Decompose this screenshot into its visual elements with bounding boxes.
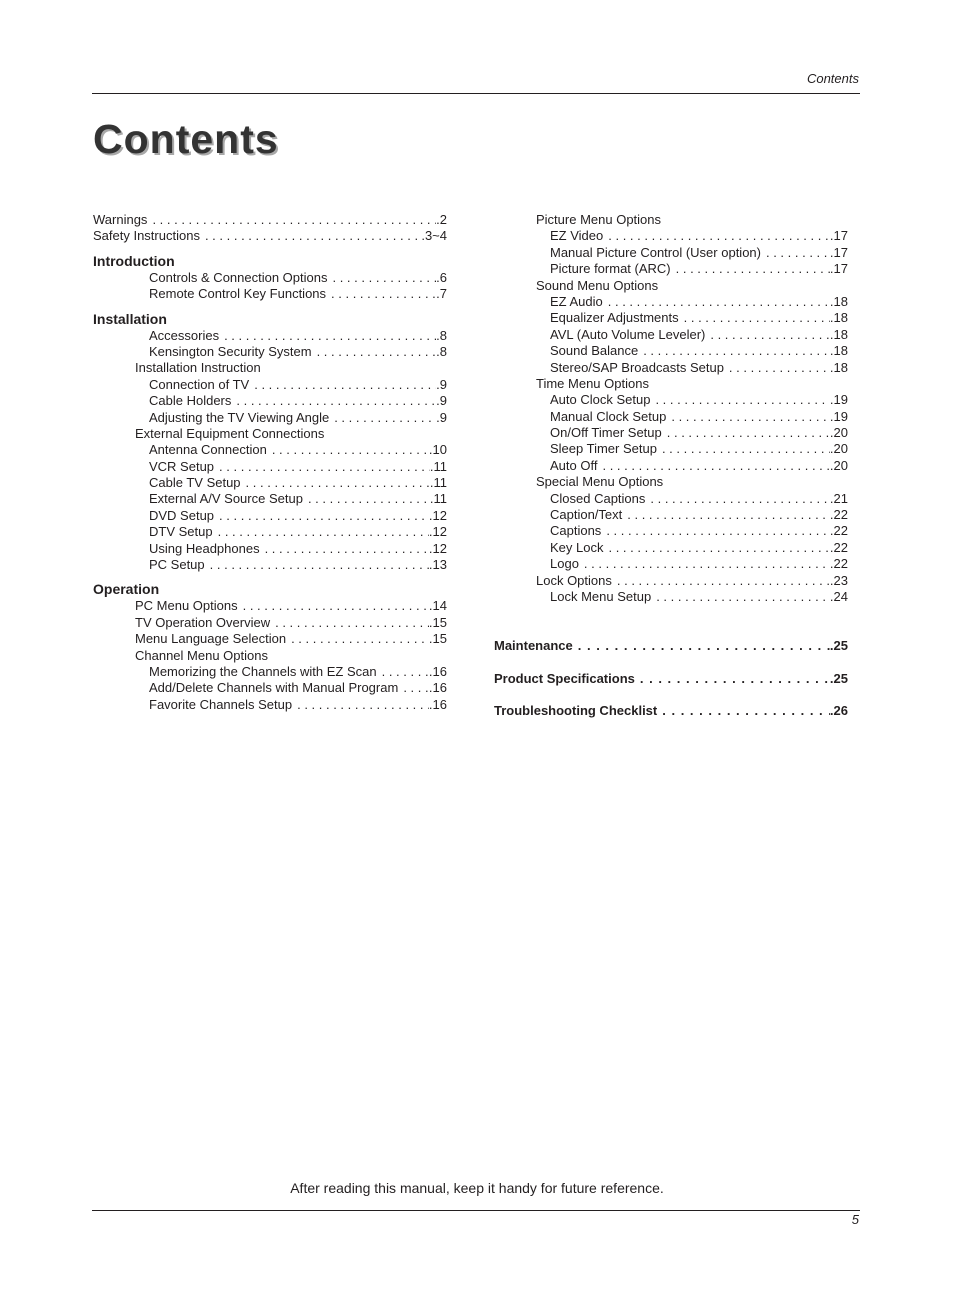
toc-entry-lock-options[interactable] [494,573,848,589]
dot-leader [331,286,436,302]
spacer [494,687,848,703]
toc-entry-equalizer[interactable] [494,310,848,326]
toc-entry-pc-setup[interactable] [93,557,447,573]
toc-entry-page: .9 [436,376,447,392]
dot-leader [710,327,830,343]
toc-entry-label: TV Operation Overview [135,614,271,630]
toc-entry-stereo-sap[interactable] [494,360,848,376]
dot-leader [617,573,830,589]
toc-entry-label: External A/V Source Setup [149,491,303,507]
toc-entry-closed-captions[interactable] [494,491,848,507]
dot-leader [602,458,829,474]
toc-entry-page: .11 [429,491,447,507]
toc-entry-label: Troubleshooting Checklist [494,703,658,719]
toc-entry-page: .8 [436,327,447,343]
toc-entry-page: .19 [829,408,848,424]
dot-leader [332,270,436,286]
toc-entry-page: .22 [829,556,848,572]
toc-entry-page: .9 [436,393,447,409]
toc-entry-ez-video[interactable] [494,228,848,244]
toc-entry-page: .9 [436,409,447,425]
toc-entry-page: .15 [428,631,447,647]
toc-entry-page: .10 [428,442,447,458]
dot-leader [308,491,430,507]
toc-entry-label: Warnings [93,212,148,227]
dot-leader [297,697,429,713]
toc-entry-page: .11 [429,475,447,491]
toc-entry-label: Connection of TV [149,376,250,392]
toc-entry-label: Equalizer Adjustments [550,310,679,326]
toc-entry-label: VCR Setup [149,458,215,474]
dot-leader [608,294,830,310]
toc-entry-label: Sound Balance [550,343,639,359]
toc-entry-label: On/Off Timer Setup [550,425,662,441]
dot-leader [205,228,421,244]
toc-subheading-channel-menu[interactable]: Channel Menu Options [135,647,268,663]
toc-entry-key-lock[interactable] [494,540,848,556]
dot-leader [382,664,429,680]
toc-entry-page: .18 [829,326,848,342]
toc-entry-label: Product Specifications [494,670,635,686]
toc-entry-label: Using Headphones [149,540,260,556]
toc-entry-page: .18 [829,310,848,326]
toc-entry-label: Auto Clock Setup [550,392,651,408]
toc-entry-label: Adjusting the TV Viewing Angle [149,409,330,425]
toc-entry-avl[interactable] [494,327,848,343]
toc-entry-safety-instructions[interactable] [93,228,447,244]
dot-leader [291,631,429,647]
toc-entry-page: .6 [436,269,447,285]
toc-entry-cable-holders[interactable] [93,393,447,409]
toc-entry-label: Cable Holders [149,393,232,409]
toc-entry-accessories[interactable] [93,328,447,344]
dot-leader [265,541,429,557]
toc-entry-label: Picture format (ARC) [550,261,671,277]
toc-entry-page: .22 [829,523,848,539]
toc-entry-warnings[interactable] [93,212,447,228]
toc-entry-page: .18 [829,343,848,359]
toc-entry-page: .25 [829,670,848,686]
toc-entry-dtv-setup[interactable] [93,524,447,540]
toc-entry-dvd-setup[interactable] [93,508,447,524]
dot-leader [210,557,429,573]
dot-leader [676,261,830,277]
toc-entry-page: .20 [829,457,848,473]
toc-entry-label: Kensington Security System [149,343,312,359]
toc-entry-sleep-timer[interactable] [494,441,848,457]
dot-leader [219,459,430,475]
dot-leader [317,344,437,360]
toc-entry-caption-text[interactable] [494,507,848,523]
toc-entry-label: PC Menu Options [135,598,238,614]
toc-entry-menu-language[interactable] [93,631,447,647]
toc-entry-maintenance[interactable] [494,638,848,654]
dot-leader [643,343,830,359]
dot-leader [662,441,830,457]
dot-leader [275,615,429,631]
toc-entry-label: Safety Instructions [93,228,200,244]
dot-leader [584,556,830,572]
footer-note: After reading this manual, keep it handy for future reference. [290,1180,664,1196]
toc-entry-connection-of-tv[interactable] [93,377,447,393]
toc-entry-antenna-connection[interactable] [93,442,447,458]
toc-entry-label: PC Setup [149,557,205,573]
toc-entry-page: .24 [829,588,848,604]
toc-subheading-sound-menu[interactable]: Sound Menu Options [536,277,659,293]
footer-rule [92,1210,860,1211]
dot-leader [640,671,830,687]
toc-entry-manual-clock[interactable] [494,409,848,425]
toc-entry-logo[interactable] [494,556,848,572]
toc-entry-page: .22 [829,539,848,555]
dot-leader [334,410,436,426]
toc-entry-page: .19 [829,392,848,408]
toc-entry-label: Memorizing the Channels with EZ Scan [149,663,377,679]
toc-entry-page: .7 [436,286,447,302]
toc-entry-page: .15 [428,614,447,630]
toc-entry-page: .14 [428,598,447,614]
toc-entry-page: .16 [428,680,447,696]
toc-entry-label: Manual Picture Control (User option) [550,244,761,260]
toc-subheading-external-equipment[interactable]: External Equipment Connections [135,425,325,441]
toc-subheading-installation-instruction[interactable]: Installation Instruction [135,360,261,376]
toc-entry-page: .23 [829,572,848,588]
toc-entry-page: .2 [436,212,447,227]
toc-entry-sound-balance[interactable] [494,343,848,359]
toc-entry-label: Cable TV Setup [149,475,241,491]
toc-entry-page: .16 [428,663,447,679]
dot-leader [272,442,429,458]
dot-leader [671,409,830,425]
toc-entry-label: Stereo/SAP Broadcasts Setup [550,359,724,375]
toc-entry-label: Sleep Timer Setup [550,441,657,457]
toc-entry-page: .3~4 [421,228,447,244]
toc-entry-label: Key Lock [550,539,604,555]
toc-entry-page: .22 [829,507,848,523]
toc-entry-page: .20 [829,425,848,441]
section-heading-introduction: Introduction [93,252,175,269]
dot-leader [224,328,436,344]
toc-entry-product-specifications[interactable] [494,671,848,687]
dot-leader [627,507,830,523]
dot-leader [729,360,830,376]
toc-entry-label: Lock Menu Setup [550,588,652,604]
toc-entry-page: .26 [829,703,848,719]
spacer [494,655,848,671]
toc-entry-page: .17 [829,261,848,277]
toc-entry-ez-scan[interactable] [93,664,447,680]
toc-entry-label: Antenna Connection [149,442,267,458]
toc-entry-label: Closed Captions [550,490,646,506]
dot-leader [656,589,830,605]
toc-subheading-time-menu[interactable]: Time Menu Options [536,375,649,391]
toc-right-column [494,212,848,720]
toc-entry-page: .25 [829,638,848,654]
page-title: Contents [93,116,279,162]
toc-entry-page: .20 [829,441,848,457]
page-number: 5 [851,1212,859,1227]
toc-entry-label: Auto Off [550,457,598,473]
toc-entry-label: Captions [550,523,602,539]
toc-entry-vcr-setup[interactable] [93,459,447,475]
toc-entry-page: .12 [428,540,447,556]
toc-entry-tv-operation-overview[interactable] [93,615,447,631]
toc-entry-label: Controls & Connection Options [149,269,328,285]
toc-entry-page: .13 [428,557,447,573]
toc-entry-label: Caption/Text [550,507,623,523]
toc-entry-favorite-channels[interactable] [93,697,447,713]
dot-leader [608,540,829,556]
toc-entry-external-av-source[interactable] [93,491,447,507]
toc-entry-ez-audio[interactable] [494,294,848,310]
toc-entry-using-headphones[interactable] [93,541,447,557]
toc-entry-label: DVD Setup [149,507,215,523]
toc-entry-pc-menu-options[interactable] [93,598,447,614]
toc-entry-label: Maintenance [494,638,573,654]
dot-leader [662,703,830,719]
toc-entry-picture-format[interactable] [494,261,848,277]
toc-entry-page: .12 [428,507,447,523]
dot-leader [684,310,830,326]
dot-leader [236,393,436,409]
toc-entry-page: .8 [436,343,447,359]
toc-entry-controls-connection[interactable] [93,270,447,286]
dot-leader [152,212,436,228]
toc-entry-manual-picture-control[interactable] [494,245,848,261]
toc-entry-label: Manual Clock Setup [550,408,667,424]
toc-entry-kensington[interactable] [93,344,447,360]
toc-entry-manual-program[interactable] [93,680,447,696]
toc-entry-captions[interactable] [494,523,848,539]
toc-entry-page: .17 [829,244,848,260]
toc-left-column [93,212,447,713]
dot-leader [655,392,829,408]
toc-entry-label: EZ Audio [550,293,603,309]
toc-entry-page: .11 [429,458,447,474]
toc-entry-page: .18 [829,293,848,309]
dot-leader [766,245,830,261]
section-heading-installation: Installation [93,310,167,327]
toc-entry-auto-clock[interactable] [494,392,848,408]
spacer [494,605,848,638]
toc-entry-label: Favorite Channels Setup [149,696,293,712]
toc-entry-auto-off[interactable] [494,458,848,474]
dot-leader [608,228,830,244]
toc-subheading-picture-menu[interactable]: Picture Menu Options [536,212,662,227]
toc-entry-page: .16 [428,696,447,712]
dot-leader [246,475,430,491]
dot-leader [578,638,830,654]
dot-leader [243,598,429,614]
toc-entry-label: Add/Delete Channels with Manual Program [149,680,399,696]
toc-entry-page: .17 [829,228,848,244]
toc-entry-troubleshooting[interactable] [494,703,848,719]
toc-entry-label: DTV Setup [149,524,213,540]
toc-entry-page: .18 [829,359,848,375]
header-rule [92,93,860,94]
dot-leader [403,680,429,696]
dot-leader [219,508,429,524]
toc-entry-lock-menu-setup[interactable] [494,589,848,605]
dot-leader [667,425,830,441]
toc-entry-label: Lock Options [536,572,612,588]
toc-entry-label: Logo [550,556,579,572]
dot-leader [650,491,830,507]
toc-entry-viewing-angle[interactable] [93,410,447,426]
toc-entry-onoff-timer[interactable] [494,425,848,441]
dot-leader [606,523,830,539]
section-heading-operation: Operation [93,581,160,598]
dot-leader [254,377,436,393]
toc-entry-page: .21 [829,490,848,506]
toc-entry-label: Remote Control Key Functions [149,286,327,302]
toc-entry-cable-tv-setup[interactable] [93,475,447,491]
toc-entry-page: .12 [428,524,447,540]
running-header: Contents [806,71,859,86]
toc-entry-remote-control[interactable] [93,286,447,302]
toc-subheading-special-menu[interactable]: Special Menu Options [536,474,664,490]
toc-entry-label: AVL (Auto Volume Leveler) [550,326,706,342]
toc-entry-label: Accessories [149,327,220,343]
dot-leader [218,524,429,540]
toc-entry-label: EZ Video [550,228,604,244]
toc-entry-label: Menu Language Selection [135,631,287,647]
